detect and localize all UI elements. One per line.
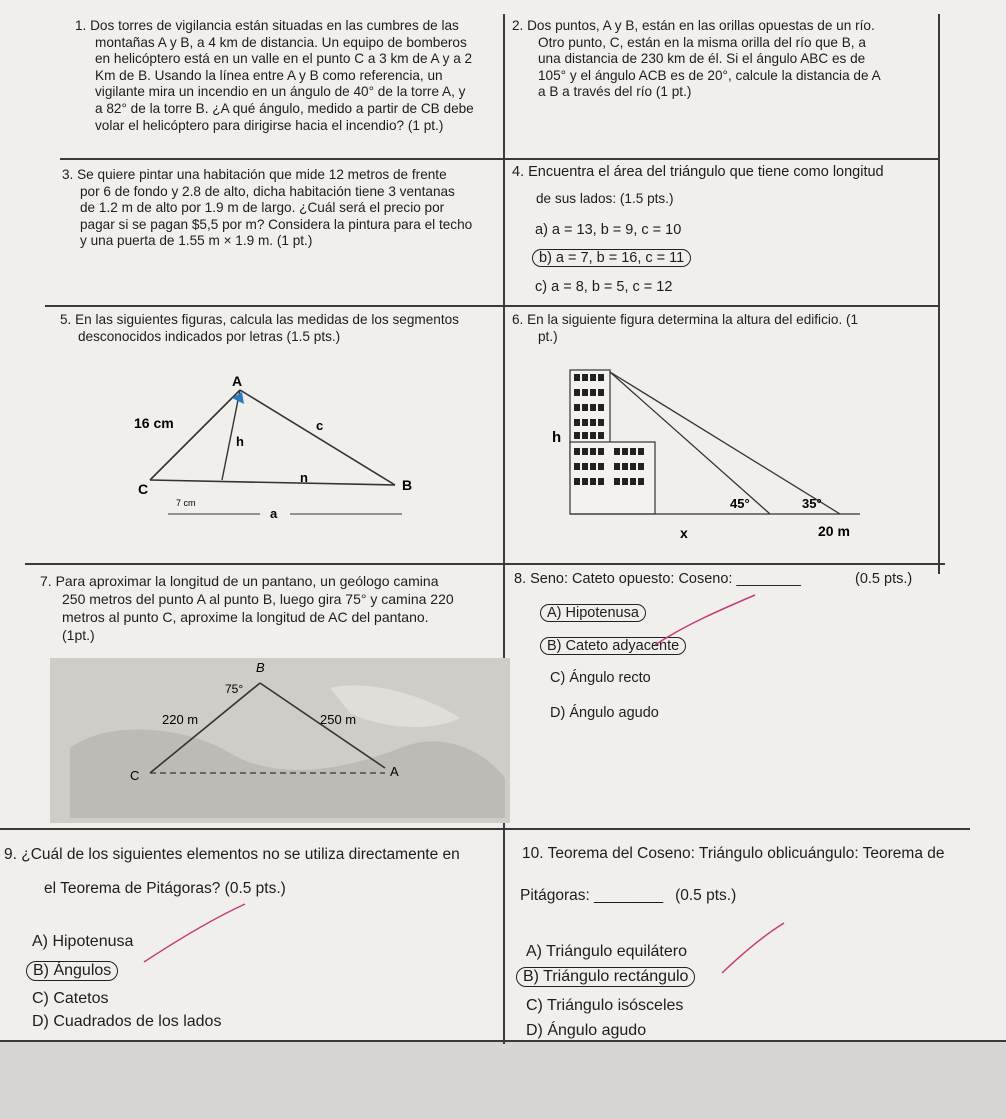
q5-label-a: a (270, 506, 278, 521)
q8-pen-mark (650, 590, 760, 650)
q5-label-7cm: 7 cm (176, 498, 196, 508)
question-1 (75, 18, 500, 134)
q3-line: pagar si se pagan $5,5 por m? Considera la pintura para el techo (80, 216, 473, 232)
q8-option-b: B) Cateto adyacente (540, 637, 686, 655)
q7-label-C: C (130, 768, 140, 783)
q1-line: volar el helicóptero para dirigirse hacia el incendio? (1 pt.) (95, 117, 444, 133)
q9-option-a: A) Hipotenusa (32, 933, 134, 950)
q1-line: Km de B. Usando la línea entre A y B como referencia, un (95, 67, 443, 83)
q7-label-250: 250 m (320, 712, 357, 727)
q10-line-2 (520, 888, 736, 905)
q10-pen-mark (718, 918, 788, 978)
q4-option-c: c) a = 8, b = 5, c = 12 (535, 279, 673, 295)
q9-pen-mark (140, 900, 250, 970)
question-10 (522, 846, 992, 863)
q8-option-c: C) Ángulo recto (550, 670, 651, 686)
q10-option-b: B) Triángulo rectángulo (516, 967, 695, 987)
q8-points: (0.5 pts.) (855, 571, 913, 587)
q10-blank: ________ (594, 887, 664, 904)
q6-label-35: 35° (802, 496, 822, 511)
question-6 (512, 312, 937, 345)
q7-line: 7. Para aproximar la longitud de un pantano, un geólogo camina (40, 573, 439, 589)
q6-building-figure (540, 362, 880, 552)
q5-line: desconocidos indicados por letras (1.5 pts.) (78, 328, 341, 344)
q2-line: una distancia de 230 km de él. Si el ángulo ABC es de (538, 51, 866, 67)
q8-prompt: 8. Seno: Cateto opuesto: Coseno: (514, 571, 737, 587)
question-9 (4, 845, 504, 899)
q5-label-side: 16 cm (134, 415, 174, 431)
q7-label-75: 75° (225, 682, 244, 696)
q2-line: 2. Dos puntos, A y B, están en las orillas opuestas de un río. (512, 18, 875, 33)
row-divider-4 (0, 828, 970, 830)
q5-line: 5. En las siguientes figuras, calcula las medidas de los segmentos (60, 312, 459, 327)
q6-label-20m: 20 m (818, 523, 850, 539)
q10-option-d: D) Ángulo agudo (526, 1022, 647, 1039)
q1-line: en helicóptero está en un valle en el punto C a 3 km de A y a 2 (95, 51, 473, 67)
q9-line: el Teorema de Pitágoras? (0.5 pts.) (44, 880, 286, 897)
q5-label-B: B (402, 477, 413, 493)
q10-line-1: 10. Teorema del Coseno: Triángulo oblicuángulo: Teorema de (522, 845, 945, 862)
row-divider-5 (0, 1040, 1006, 1042)
q4-line: de sus lados: (1.5 pts.) (536, 190, 674, 206)
row-divider-3 (25, 563, 945, 565)
q9-option-d: D) Cuadrados de los lados (32, 1013, 222, 1030)
q6-line: pt.) (538, 328, 558, 344)
q8-blank: ________ (736, 571, 801, 587)
q10-prefix: Pitágoras: (520, 887, 595, 904)
row-divider-2 (45, 305, 940, 307)
q9-option-c: C) Catetos (32, 990, 109, 1007)
question-2 (512, 18, 937, 101)
q6-label-45: 45° (730, 496, 750, 511)
q5-label-C: C (138, 481, 149, 497)
q2-line: Otro punto, C, están en la misma orilla del río que B, a (538, 34, 866, 50)
q10-option-c: C) Triángulo isósceles (526, 997, 684, 1014)
table-surface (0, 1040, 1006, 1119)
q6-label-h: h (552, 429, 562, 446)
q4-option-a: a) a = 13, b = 9, c = 10 (535, 222, 682, 238)
q1-line: vigilante mira un incendio en un ángulo de 40° de la torre A, y (95, 84, 466, 100)
q1-line: a 82° de la torre B. ¿A qué ángulo, medido a partir de CB debe (95, 100, 474, 116)
q7-swamp-figure (50, 658, 510, 823)
q4-line: 4. Encuentra el área del triángulo que tiene como longitud (512, 164, 884, 180)
q5-label-n: n (300, 470, 308, 485)
q4-option-b: b) a = 7, b = 16, c = 11 (532, 249, 691, 267)
q9-option-b: B) Ángulos (26, 961, 118, 981)
q7-line: (1pt.) (62, 627, 95, 643)
q10-option-a: A) Triángulo equilátero (526, 943, 687, 960)
q5-label-A: A (232, 373, 243, 389)
right-border (938, 14, 940, 574)
q9-line: 9. ¿Cuál de los siguientes elementos no se utiliza directamente en (4, 846, 460, 863)
q3-line: y una puerta de 1.55 m × 1.9 m. (1 pt.) (80, 233, 313, 249)
q3-line: 3. Se quiere pintar una habitación que mide 12 metros de frente (62, 167, 447, 182)
q7-label-220: 220 m (162, 712, 199, 727)
q5-label-h: h (236, 434, 244, 449)
q5-label-c: c (316, 418, 324, 433)
q8-option-d: D) Ángulo agudo (550, 705, 659, 721)
row-divider-1 (60, 158, 940, 160)
question-5 (60, 312, 500, 345)
q7-line: 250 metros del punto A al punto B, luego gira 75° y camina 220 (62, 591, 454, 607)
q1-line: montañas A y B, a 4 km de distancia. Un equipo de bomberos (95, 34, 467, 50)
q5-triangle-figure (120, 370, 420, 530)
q6-label-x: x (680, 525, 688, 541)
q2-line: 105° y el ángulo ACB es de 20°, calcule la distancia de A (538, 67, 881, 83)
q6-line: 6. En la siguiente figura determina la altura del edificio. (1 (512, 312, 859, 327)
q8-option-a: A) Hipotenusa (540, 604, 646, 622)
q2-line: a B a través del río (1 pt.) (538, 84, 692, 100)
q1-line: 1. Dos torres de vigilancia están situadas en las cumbres de las (75, 18, 459, 33)
q3-line: por 6 de fondo y 2.8 de alto, dicha habitación tiene 3 ventanas (80, 183, 455, 199)
q10-points: (0.5 pts.) (675, 887, 737, 904)
question-7 (40, 572, 500, 644)
q7-label-A: A (390, 764, 399, 779)
question-4 (512, 164, 937, 207)
q3-line: de 1.2 m de alto por 1.9 m de largo. ¿Cuál será el precio por (80, 200, 445, 216)
q7-label-B: B (256, 660, 265, 675)
q7-line: metros al punto C, aproxime la longitud de AC del pantano. (62, 609, 429, 625)
question-3 (62, 167, 500, 250)
